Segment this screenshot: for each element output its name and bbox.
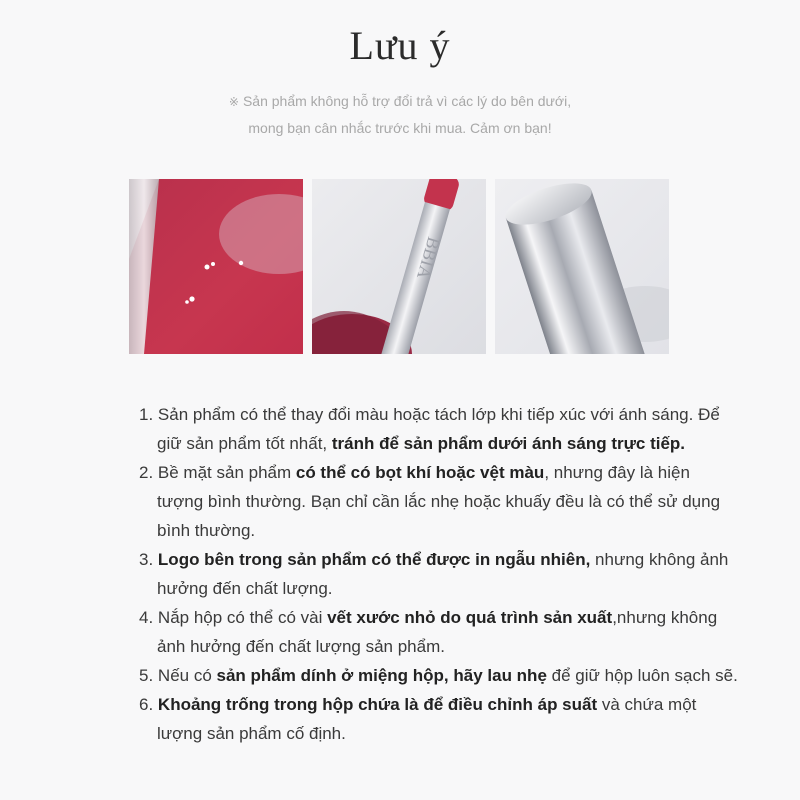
notice-line-2: mong bạn cân nhắc trước khi mua. Cảm ơn bạn! <box>248 120 552 136</box>
item-text-after: , nhưng đây là hiện tượng bình thường. Bạn chỉ cần lắc nhẹ hoặc khuấy đều là có thể sử dụng bình thường. <box>157 463 721 540</box>
item-text: Nếu có <box>153 666 217 685</box>
silver-cap-photo <box>495 179 669 354</box>
item-number: 1. <box>139 405 154 424</box>
item-number: 5. <box>139 666 154 685</box>
item-bold-text: Khoảng trống trong hộp chứa là để điều chỉnh áp suất <box>157 695 598 714</box>
item-text-after: và chứa một lượng sản phẩm cố định. <box>157 695 697 743</box>
list-item <box>139 603 739 661</box>
applicator-wand-photo <box>312 179 486 354</box>
list-item <box>139 690 739 748</box>
product-photos <box>129 179 669 354</box>
item-text: Nắp hộp có thể có vài <box>153 608 328 627</box>
item-bold-text: Logo bên trong sản phẩm có thể được in ngẫu nhiên, <box>157 550 591 569</box>
item-number: 3. <box>139 550 154 569</box>
list-item <box>139 661 739 690</box>
item-bold-text: tránh để sản phẩm dưới ánh sáng trực tiếp. <box>331 434 686 453</box>
list-item <box>139 458 739 545</box>
notice-line-1-text: Sản phẩm không hỗ trợ đổi trả vì các lý do bên dưới, <box>242 93 572 109</box>
notice-text <box>0 88 800 141</box>
page-title: Lưu ý <box>349 23 451 68</box>
item-number: 2. <box>139 463 154 482</box>
item-text: Sản phẩm có thể thay đổi màu hoặc tách lớp khi tiếp xúc với ánh sáng. Để giữ sản phẩm tốt nhất, <box>153 405 720 453</box>
item-text-after: nhưng không ảnh hưởng đến chất lượng. <box>157 550 729 598</box>
item-bold-text: sản phẩm dính ở miệng hộp, hãy lau nhẹ <box>216 666 547 685</box>
item-bold-text: vết xước nhỏ do quá trình sản xuất <box>327 608 613 627</box>
notice-list <box>139 400 739 748</box>
asterism-icon: ※ <box>228 95 239 109</box>
item-number: 4. <box>139 608 154 627</box>
list-item <box>139 545 739 603</box>
bbia-logo: BBIA <box>413 234 445 282</box>
item-text: Bề mặt sản phẩm <box>153 463 296 482</box>
item-text-after: để giữ hộp luôn sạch sẽ. <box>546 666 738 685</box>
item-bold-text: có thể có bọt khí hoặc vệt màu <box>295 463 545 482</box>
red-tint-bubbles-photo <box>129 179 303 354</box>
notice-line-1 <box>0 88 800 115</box>
list-item <box>139 400 739 458</box>
item-text-after: ,nhưng không ảnh hưởng đến chất lượng sản phẩm. <box>157 608 718 656</box>
item-number: 6. <box>139 695 154 714</box>
